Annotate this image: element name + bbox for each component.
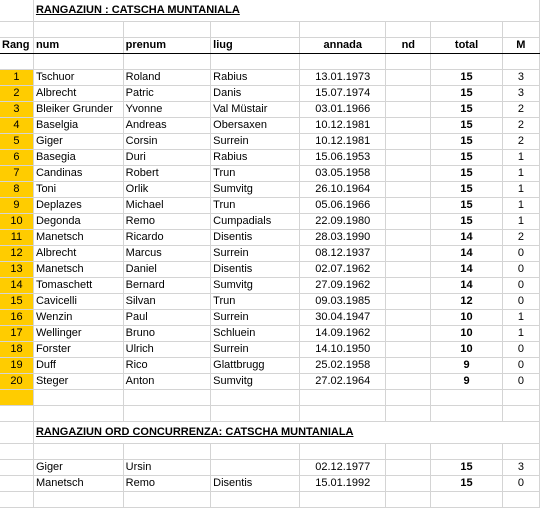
m-cell[interactable]: 2 bbox=[502, 230, 539, 246]
firstname-cell[interactable]: Remo bbox=[123, 214, 211, 230]
birthdate-cell[interactable]: 26.10.1964 bbox=[300, 182, 386, 198]
rank-cell[interactable]: 16 bbox=[0, 310, 33, 326]
header-rang[interactable]: Rang bbox=[0, 38, 33, 54]
table-row bbox=[0, 310, 540, 326]
table-row bbox=[0, 294, 540, 310]
birthdate-cell[interactable]: 22.09.1980 bbox=[300, 214, 386, 230]
name-cell[interactable]: Deplazes bbox=[33, 198, 123, 214]
header-num[interactable]: num bbox=[33, 38, 123, 54]
total-cell[interactable]: 15 bbox=[431, 460, 502, 476]
rank-cell[interactable]: 13 bbox=[0, 262, 33, 278]
firstname-cell[interactable]: Rico bbox=[123, 358, 211, 374]
firstname-cell[interactable]: Marcus bbox=[123, 246, 211, 262]
place-cell[interactable]: Schluein bbox=[211, 326, 300, 342]
table-row bbox=[0, 476, 540, 492]
nd-cell[interactable] bbox=[386, 262, 431, 278]
cell[interactable] bbox=[386, 406, 431, 422]
name-cell[interactable]: Albrecht bbox=[33, 246, 123, 262]
firstname-cell[interactable]: Bernard bbox=[123, 278, 211, 294]
nd-cell[interactable] bbox=[386, 326, 431, 342]
cell[interactable] bbox=[431, 390, 502, 406]
cell[interactable] bbox=[0, 422, 33, 444]
birthdate-cell[interactable]: 10.12.1981 bbox=[300, 118, 386, 134]
rank-cell[interactable]: 18 bbox=[0, 342, 33, 358]
total-cell[interactable]: 9 bbox=[431, 358, 502, 374]
firstname-cell[interactable]: Remo bbox=[123, 476, 211, 492]
m-cell[interactable]: 1 bbox=[502, 310, 539, 326]
blank-row bbox=[0, 54, 540, 70]
name-cell[interactable]: Manetsch bbox=[33, 262, 123, 278]
firstname-cell[interactable]: Ulrich bbox=[123, 342, 211, 358]
rank-cell[interactable]: 4 bbox=[0, 118, 33, 134]
nd-cell[interactable] bbox=[386, 246, 431, 262]
cell[interactable] bbox=[0, 460, 33, 476]
total-cell[interactable]: 15 bbox=[431, 166, 502, 182]
name-cell[interactable]: Degonda bbox=[33, 214, 123, 230]
place-cell[interactable]: Trun bbox=[211, 166, 300, 182]
table-row bbox=[0, 150, 540, 166]
birthdate-cell[interactable]: 09.03.1985 bbox=[300, 294, 386, 310]
place-cell[interactable]: Trun bbox=[211, 294, 300, 310]
rank-cell[interactable]: 15 bbox=[0, 294, 33, 310]
birthdate-cell[interactable]: 15.06.1953 bbox=[300, 150, 386, 166]
firstname-cell[interactable]: Daniel bbox=[123, 262, 211, 278]
m-cell[interactable]: 3 bbox=[502, 86, 539, 102]
cell[interactable] bbox=[502, 390, 539, 406]
cell[interactable] bbox=[123, 492, 211, 508]
total-cell[interactable]: 15 bbox=[431, 182, 502, 198]
cell[interactable] bbox=[0, 406, 33, 422]
rank-cell[interactable]: 11 bbox=[0, 230, 33, 246]
firstname-cell[interactable]: Paul bbox=[123, 310, 211, 326]
cell[interactable] bbox=[300, 492, 386, 508]
total-cell[interactable]: 14 bbox=[431, 230, 502, 246]
table-row bbox=[0, 118, 540, 134]
firstname-cell[interactable]: Yvonne bbox=[123, 102, 211, 118]
place-cell[interactable]: Glattbrugg bbox=[211, 358, 300, 374]
table-row bbox=[0, 246, 540, 262]
nd-cell[interactable] bbox=[386, 460, 431, 476]
cell[interactable] bbox=[0, 54, 33, 70]
blank-row bbox=[0, 390, 540, 406]
cell[interactable] bbox=[431, 444, 502, 460]
place-cell[interactable]: Surrein bbox=[211, 246, 300, 262]
table-row bbox=[0, 134, 540, 150]
m-cell[interactable]: 0 bbox=[502, 476, 539, 492]
total-cell[interactable]: 15 bbox=[431, 476, 502, 492]
total-cell[interactable]: 12 bbox=[431, 294, 502, 310]
header-total[interactable]: total bbox=[431, 38, 502, 54]
nd-cell[interactable] bbox=[386, 134, 431, 150]
place-cell[interactable]: Surrein bbox=[211, 310, 300, 326]
nd-cell[interactable] bbox=[386, 150, 431, 166]
rank-cell[interactable]: 14 bbox=[0, 278, 33, 294]
nd-cell[interactable] bbox=[386, 166, 431, 182]
table-row bbox=[0, 182, 540, 198]
rank-cell[interactable]: 19 bbox=[0, 358, 33, 374]
header-nd[interactable]: nd bbox=[386, 38, 431, 54]
place-cell[interactable]: Disentis bbox=[211, 476, 300, 492]
cell[interactable] bbox=[123, 22, 211, 38]
nd-cell[interactable] bbox=[386, 374, 431, 390]
birthdate-cell[interactable]: 03.05.1958 bbox=[300, 166, 386, 182]
birthdate-cell[interactable]: 14.09.1962 bbox=[300, 326, 386, 342]
m-cell[interactable]: 0 bbox=[502, 246, 539, 262]
cell[interactable] bbox=[431, 22, 502, 38]
section-title[interactable]: RANGAZIUN ORD CONCURRENZA: CATSCHA MUNTANIALA bbox=[33, 422, 539, 444]
m-cell[interactable]: 0 bbox=[502, 262, 539, 278]
table-row bbox=[0, 262, 540, 278]
header-liug[interactable]: liug bbox=[211, 38, 300, 54]
cell[interactable] bbox=[211, 54, 300, 70]
nd-cell[interactable] bbox=[386, 294, 431, 310]
birthdate-cell[interactable]: 02.07.1962 bbox=[300, 262, 386, 278]
birthdate-cell[interactable]: 03.01.1966 bbox=[300, 102, 386, 118]
cell[interactable] bbox=[33, 406, 123, 422]
place-cell[interactable]: Surrein bbox=[211, 342, 300, 358]
name-cell[interactable]: Albrecht bbox=[33, 86, 123, 102]
name-cell[interactable]: Wenzin bbox=[33, 310, 123, 326]
place-cell[interactable]: Rabius bbox=[211, 150, 300, 166]
place-cell[interactable]: Disentis bbox=[211, 262, 300, 278]
m-cell[interactable]: 1 bbox=[502, 326, 539, 342]
firstname-cell[interactable]: Roland bbox=[123, 70, 211, 86]
cell[interactable] bbox=[502, 444, 539, 460]
blank-row bbox=[0, 444, 540, 460]
total-cell[interactable]: 15 bbox=[431, 214, 502, 230]
title-row bbox=[0, 422, 540, 444]
cell[interactable] bbox=[123, 54, 211, 70]
rank-cell[interactable]: 20 bbox=[0, 374, 33, 390]
total-cell[interactable]: 9 bbox=[431, 374, 502, 390]
m-cell[interactable]: 2 bbox=[502, 134, 539, 150]
m-cell[interactable]: 3 bbox=[502, 70, 539, 86]
place-cell[interactable]: Obersaxen bbox=[211, 118, 300, 134]
name-cell[interactable]: Giger bbox=[33, 460, 123, 476]
cell[interactable] bbox=[386, 444, 431, 460]
name-cell[interactable]: Duff bbox=[33, 358, 123, 374]
place-cell[interactable] bbox=[211, 460, 300, 476]
rank-cell[interactable]: 5 bbox=[0, 134, 33, 150]
total-cell[interactable]: 14 bbox=[431, 262, 502, 278]
table-row bbox=[0, 326, 540, 342]
firstname-cell[interactable]: Silvan bbox=[123, 294, 211, 310]
name-cell[interactable]: Giger bbox=[33, 134, 123, 150]
cell[interactable] bbox=[502, 54, 539, 70]
birthdate-cell[interactable]: 27.09.1962 bbox=[300, 278, 386, 294]
name-cell[interactable]: Wellinger bbox=[33, 326, 123, 342]
firstname-cell[interactable]: Ursin bbox=[123, 460, 211, 476]
cell[interactable] bbox=[0, 492, 33, 508]
cell[interactable] bbox=[300, 406, 386, 422]
name-cell[interactable]: Cavicelli bbox=[33, 294, 123, 310]
cell[interactable] bbox=[33, 390, 123, 406]
m-cell[interactable]: 0 bbox=[502, 342, 539, 358]
nd-cell[interactable] bbox=[386, 86, 431, 102]
firstname-cell[interactable]: Robert bbox=[123, 166, 211, 182]
nd-cell[interactable] bbox=[386, 310, 431, 326]
rank-cell[interactable]: 2 bbox=[0, 86, 33, 102]
cell[interactable] bbox=[33, 492, 123, 508]
name-cell[interactable]: Basegia bbox=[33, 150, 123, 166]
cell[interactable] bbox=[431, 492, 502, 508]
place-cell[interactable]: Sumvitg bbox=[211, 278, 300, 294]
place-cell[interactable]: Sumvitg bbox=[211, 182, 300, 198]
table-row bbox=[0, 198, 540, 214]
cell[interactable] bbox=[211, 22, 300, 38]
total-cell[interactable]: 10 bbox=[431, 326, 502, 342]
cell[interactable] bbox=[211, 406, 300, 422]
cell[interactable] bbox=[0, 476, 33, 492]
firstname-cell[interactable]: Duri bbox=[123, 150, 211, 166]
cell[interactable] bbox=[431, 54, 502, 70]
cell[interactable] bbox=[386, 390, 431, 406]
cell[interactable] bbox=[123, 390, 211, 406]
cell[interactable] bbox=[386, 54, 431, 70]
place-cell[interactable]: Surrein bbox=[211, 134, 300, 150]
cell[interactable] bbox=[33, 54, 123, 70]
cell[interactable] bbox=[502, 22, 539, 38]
rank-cell[interactable]: 1 bbox=[0, 70, 33, 86]
firstname-cell[interactable]: Ricardo bbox=[123, 230, 211, 246]
table-row bbox=[0, 230, 540, 246]
cell[interactable] bbox=[300, 54, 386, 70]
header-prenum[interactable]: prenum bbox=[123, 38, 211, 54]
rank-cell[interactable]: 10 bbox=[0, 214, 33, 230]
total-cell[interactable]: 15 bbox=[431, 198, 502, 214]
total-cell[interactable]: 15 bbox=[431, 150, 502, 166]
m-cell[interactable]: 2 bbox=[502, 118, 539, 134]
cell[interactable] bbox=[502, 492, 539, 508]
nd-cell[interactable] bbox=[386, 214, 431, 230]
blank-row bbox=[0, 492, 540, 508]
table-row bbox=[0, 70, 540, 86]
blank-row bbox=[0, 406, 540, 422]
birthdate-cell[interactable]: 02.12.1977 bbox=[300, 460, 386, 476]
birthdate-cell[interactable]: 30.04.1947 bbox=[300, 310, 386, 326]
name-cell[interactable]: Forster bbox=[33, 342, 123, 358]
total-cell[interactable]: 15 bbox=[431, 70, 502, 86]
m-cell[interactable]: 1 bbox=[502, 166, 539, 182]
firstname-cell[interactable]: Bruno bbox=[123, 326, 211, 342]
birthdate-cell[interactable]: 15.01.1992 bbox=[300, 476, 386, 492]
birthdate-cell[interactable]: 08.12.1937 bbox=[300, 246, 386, 262]
cell[interactable] bbox=[211, 390, 300, 406]
table-row bbox=[0, 86, 540, 102]
place-cell[interactable]: Cumpadials bbox=[211, 214, 300, 230]
rank-cell[interactable]: 3 bbox=[0, 102, 33, 118]
cell[interactable] bbox=[0, 390, 33, 406]
name-cell[interactable]: Bleiker Grunder bbox=[33, 102, 123, 118]
rank-cell[interactable]: 12 bbox=[0, 246, 33, 262]
rank-cell[interactable]: 17 bbox=[0, 326, 33, 342]
blank-row bbox=[0, 22, 540, 38]
name-cell[interactable]: Candinas bbox=[33, 166, 123, 182]
cell[interactable] bbox=[502, 406, 539, 422]
m-cell[interactable]: 0 bbox=[502, 358, 539, 374]
rank-cell[interactable]: 8 bbox=[0, 182, 33, 198]
total-cell[interactable]: 15 bbox=[431, 102, 502, 118]
nd-cell[interactable] bbox=[386, 198, 431, 214]
nd-cell[interactable] bbox=[386, 102, 431, 118]
nd-cell[interactable] bbox=[386, 342, 431, 358]
total-cell[interactable]: 10 bbox=[431, 342, 502, 358]
name-cell[interactable]: Steger bbox=[33, 374, 123, 390]
m-cell[interactable]: 0 bbox=[502, 294, 539, 310]
firstname-cell[interactable]: Patric bbox=[123, 86, 211, 102]
rank-cell[interactable]: 9 bbox=[0, 198, 33, 214]
nd-cell[interactable] bbox=[386, 358, 431, 374]
cell[interactable] bbox=[33, 22, 123, 38]
table-row bbox=[0, 342, 540, 358]
total-cell[interactable]: 15 bbox=[431, 118, 502, 134]
place-cell[interactable]: Disentis bbox=[211, 230, 300, 246]
table-row bbox=[0, 278, 540, 294]
cell[interactable] bbox=[0, 444, 33, 460]
m-cell[interactable]: 3 bbox=[502, 460, 539, 476]
table-row bbox=[0, 102, 540, 118]
total-cell[interactable]: 14 bbox=[431, 278, 502, 294]
nd-cell[interactable] bbox=[386, 182, 431, 198]
table-row bbox=[0, 374, 540, 390]
birthdate-cell[interactable]: 28.03.1990 bbox=[300, 230, 386, 246]
m-cell[interactable]: 2 bbox=[502, 102, 539, 118]
table-row bbox=[0, 460, 540, 476]
cell[interactable] bbox=[300, 22, 386, 38]
nd-cell[interactable] bbox=[386, 118, 431, 134]
m-cell[interactable]: 1 bbox=[502, 150, 539, 166]
cell[interactable] bbox=[0, 0, 33, 22]
cell[interactable] bbox=[123, 444, 211, 460]
name-cell[interactable]: Manetsch bbox=[33, 476, 123, 492]
cell[interactable] bbox=[386, 492, 431, 508]
nd-cell[interactable] bbox=[386, 278, 431, 294]
cell[interactable] bbox=[300, 390, 386, 406]
nd-cell[interactable] bbox=[386, 70, 431, 86]
cell[interactable] bbox=[431, 406, 502, 422]
cell[interactable] bbox=[211, 444, 300, 460]
birthdate-cell[interactable]: 05.06.1966 bbox=[300, 198, 386, 214]
header-annada[interactable]: annada bbox=[300, 38, 386, 54]
firstname-cell[interactable]: Orlik bbox=[123, 182, 211, 198]
name-cell[interactable]: Toni bbox=[33, 182, 123, 198]
firstname-cell[interactable]: Corsin bbox=[123, 134, 211, 150]
place-cell[interactable]: Danis bbox=[211, 86, 300, 102]
name-cell[interactable]: Tschuor bbox=[33, 70, 123, 86]
firstname-cell[interactable]: Andreas bbox=[123, 118, 211, 134]
place-cell[interactable]: Val Müstair bbox=[211, 102, 300, 118]
birthdate-cell[interactable]: 10.12.1981 bbox=[300, 134, 386, 150]
total-cell[interactable]: 15 bbox=[431, 86, 502, 102]
table-row bbox=[0, 166, 540, 182]
m-cell[interactable]: 1 bbox=[502, 182, 539, 198]
birthdate-cell[interactable]: 13.01.1973 bbox=[300, 70, 386, 86]
rank-cell[interactable]: 6 bbox=[0, 150, 33, 166]
total-cell[interactable]: 10 bbox=[431, 310, 502, 326]
firstname-cell[interactable]: Michael bbox=[123, 198, 211, 214]
place-cell[interactable]: Rabius bbox=[211, 70, 300, 86]
cell[interactable] bbox=[33, 444, 123, 460]
name-cell[interactable]: Baselgia bbox=[33, 118, 123, 134]
name-cell[interactable]: Manetsch bbox=[33, 230, 123, 246]
birthdate-cell[interactable]: 14.10.1950 bbox=[300, 342, 386, 358]
m-cell[interactable]: 1 bbox=[502, 214, 539, 230]
cell[interactable] bbox=[0, 22, 33, 38]
m-cell[interactable]: 0 bbox=[502, 374, 539, 390]
nd-cell[interactable] bbox=[386, 476, 431, 492]
table-row bbox=[0, 358, 540, 374]
birthdate-cell[interactable]: 27.02.1964 bbox=[300, 374, 386, 390]
firstname-cell[interactable]: Anton bbox=[123, 374, 211, 390]
birthdate-cell[interactable]: 25.02.1958 bbox=[300, 358, 386, 374]
total-cell[interactable]: 14 bbox=[431, 246, 502, 262]
rank-cell[interactable]: 7 bbox=[0, 166, 33, 182]
nd-cell[interactable] bbox=[386, 230, 431, 246]
cell[interactable] bbox=[386, 22, 431, 38]
cell[interactable] bbox=[211, 492, 300, 508]
place-cell[interactable]: Sumvitg bbox=[211, 374, 300, 390]
m-cell[interactable]: 0 bbox=[502, 278, 539, 294]
cell[interactable] bbox=[300, 444, 386, 460]
header-m[interactable]: M bbox=[502, 38, 539, 54]
title-row bbox=[0, 0, 540, 22]
birthdate-cell[interactable]: 15.07.1974 bbox=[300, 86, 386, 102]
cell[interactable] bbox=[123, 406, 211, 422]
sheet-title[interactable]: RANGAZIUN : CATSCHA MUNTANIALA bbox=[33, 0, 539, 22]
m-cell[interactable]: 1 bbox=[502, 198, 539, 214]
name-cell[interactable]: Tomaschett bbox=[33, 278, 123, 294]
total-cell[interactable]: 15 bbox=[431, 134, 502, 150]
header-row bbox=[0, 38, 540, 54]
place-cell[interactable]: Trun bbox=[211, 198, 300, 214]
table-row bbox=[0, 214, 540, 230]
